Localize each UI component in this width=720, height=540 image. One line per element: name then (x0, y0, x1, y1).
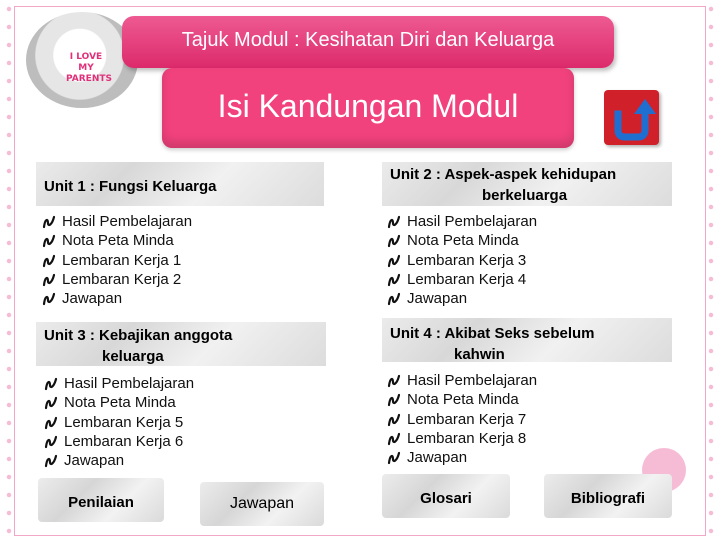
unit-2-title-line-1: Unit 2 : Aspek-aspek kehidupan (390, 166, 617, 183)
glosari-button[interactable] (382, 474, 510, 518)
unit-2-item[interactable]: Lembaran Kerja 4 (387, 270, 627, 289)
contents-title: Isi Kandungan Modul (217, 88, 519, 124)
unit-1-item[interactable]: Hasil Pembelajaran (42, 212, 282, 231)
logo-line-1: I LOVE (69, 52, 103, 62)
squiggle-bullet-icon (42, 215, 56, 229)
return-button[interactable] (604, 90, 659, 145)
unit-2-title-line-2: berkeluarga (482, 187, 568, 204)
unit-3-item[interactable]: Hasil Pembelajaran (44, 374, 284, 393)
unit-4-header[interactable] (382, 318, 672, 362)
unit-2-item[interactable]: Hasil Pembelajaran (387, 212, 627, 231)
unit-4-item[interactable]: Lembaran Kerja 8 (387, 429, 627, 448)
squiggle-bullet-icon (387, 393, 401, 407)
squiggle-bullet-icon (42, 234, 56, 248)
penilaian-label: Penilaian (68, 494, 134, 511)
unit-3-title-line-1: Unit 3 : Kebajikan anggota (44, 327, 233, 344)
squiggle-bullet-icon (44, 435, 58, 449)
logo-line-3: PARENTS (66, 74, 112, 84)
squiggle-bullet-icon (44, 396, 58, 410)
module-title: Tajuk Modul : Kesihatan Diri dan Keluarga (181, 29, 555, 51)
squiggle-bullet-icon (387, 254, 401, 268)
squiggle-bullet-icon (387, 432, 401, 446)
squiggle-bullet-icon (387, 292, 401, 306)
squiggle-bullet-icon (387, 215, 401, 229)
unit-4-title-line-1: Unit 4 : Akibat Seks sebelum (390, 325, 595, 342)
logo-text (66, 52, 112, 85)
unit-3-item[interactable]: Lembaran Kerja 6 (44, 432, 284, 451)
unit-2-item[interactable]: Nota Peta Minda (387, 231, 627, 250)
unit-1-item[interactable]: Lembaran Kerja 2 (42, 270, 282, 289)
bibliografi-button[interactable] (544, 474, 672, 518)
squiggle-bullet-icon (42, 254, 56, 268)
unit-1-header[interactable] (36, 162, 324, 206)
unit-4-item-list (387, 371, 627, 467)
unit-4-title-line-2: kahwin (454, 346, 505, 363)
unit-1-item[interactable]: Jawapan (42, 289, 282, 308)
return-arrow-icon (604, 90, 659, 145)
unit-2-item[interactable]: Lembaran Kerja 3 (387, 251, 627, 270)
jawapan-label: Jawapan (229, 495, 295, 512)
squiggle-bullet-icon (387, 413, 401, 427)
unit-4-item[interactable]: Hasil Pembelajaran (387, 371, 627, 390)
squiggle-bullet-icon (387, 273, 401, 287)
unit-3-item[interactable]: Lembaran Kerja 5 (44, 413, 284, 432)
unit-1-title: Unit 1 : Fungsi Keluarga (44, 178, 217, 195)
module-title-bar (122, 16, 614, 68)
penilaian-button[interactable] (38, 478, 164, 522)
glosari-label: Glosari (420, 490, 472, 507)
unit-3-title-line-2: keluarga (102, 348, 164, 365)
unit-4-item[interactable]: Nota Peta Minda (387, 390, 627, 409)
unit-1-item[interactable]: Nota Peta Minda (42, 231, 282, 250)
unit-1-item-list (42, 212, 282, 308)
unit-3-item[interactable]: Nota Peta Minda (44, 393, 284, 412)
unit-3-header[interactable] (36, 322, 326, 366)
squiggle-bullet-icon (387, 374, 401, 388)
squiggle-bullet-icon (44, 416, 58, 430)
squiggle-bullet-icon (44, 377, 58, 391)
jawapan-button[interactable] (200, 482, 324, 526)
squiggle-bullet-icon (387, 451, 401, 465)
unit-2-item-list (387, 212, 627, 308)
logo-line-2: MY (78, 63, 94, 73)
unit-4-item[interactable]: Jawapan (387, 448, 627, 467)
unit-2-item[interactable]: Jawapan (387, 289, 627, 308)
squiggle-bullet-icon (387, 234, 401, 248)
unit-3-item[interactable]: Jawapan (44, 451, 284, 470)
unit-2-header[interactable] (382, 162, 672, 206)
bibliografi-label: Bibliografi (570, 490, 646, 507)
squiggle-bullet-icon (44, 454, 58, 468)
unit-3-item-list (44, 374, 284, 470)
squiggle-bullet-icon (42, 273, 56, 287)
unit-1-item[interactable]: Lembaran Kerja 1 (42, 251, 282, 270)
squiggle-bullet-icon (42, 292, 56, 306)
unit-4-item[interactable]: Lembaran Kerja 7 (387, 410, 627, 429)
contents-title-bar (162, 68, 574, 148)
